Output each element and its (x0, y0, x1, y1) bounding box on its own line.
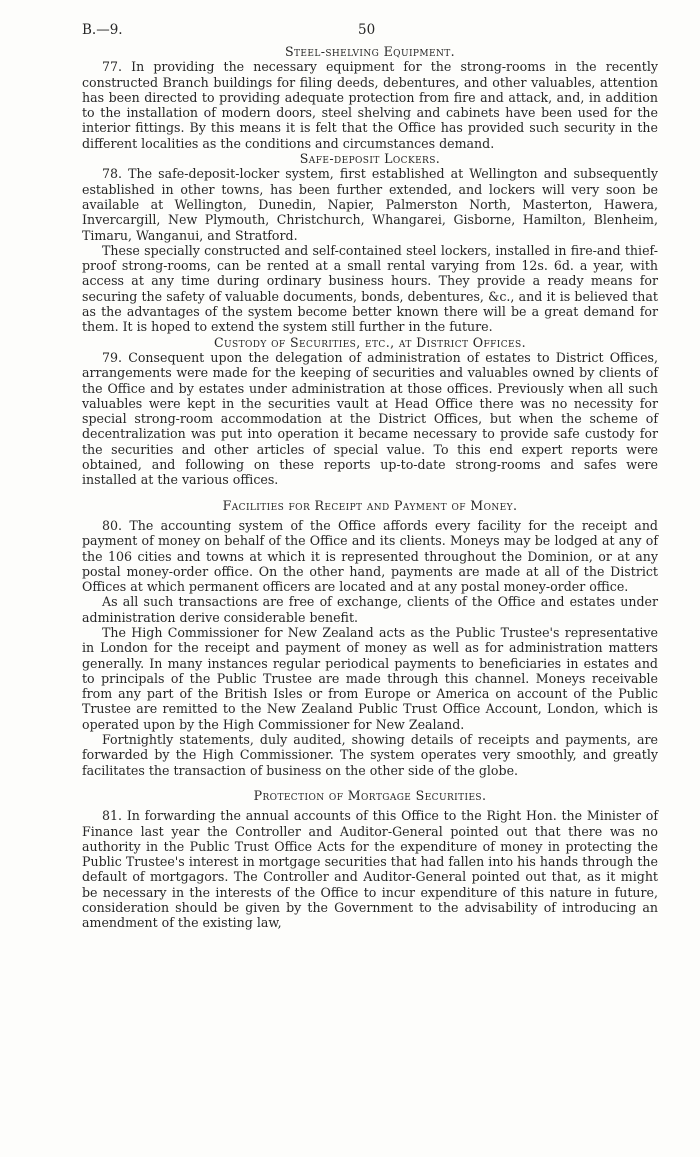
section-safe-deposit-lockers (82, 151, 658, 335)
page-header (82, 22, 658, 42)
paragraph: 80. The accounting system of the Office affords every facility for the receipt and payment of money on behalf of the Office and its clients. Moneys may be lodged at any of the 106 cities and towns at which it is represented throughout the Dominion, or at any postal money-order office. On the other hand, payments are made at all of the District Offices at which permanent officers are located and at any postal money-order office. (82, 517, 658, 595)
paragraph: 81. In forwarding the annual accounts of this Office to the Right Hon. the Minister of Finance last year the Controller and Auditor-General pointed out that there was no authority in the Public Trust Office Acts for the expenditure of money in protecting the Public Trustee's interest in mortgage securities that had fallen into his hands through the default of mortgagors. The Controller and Auditor-General pointed out that, as it might be necessary in the interests of the Office to incur expenditure of this nature in future, consideration should be given by the Government to the advisability of introducing an amendment of the existing law, (82, 808, 658, 931)
spacer (82, 778, 658, 788)
document-body (82, 44, 658, 931)
page-number: 50 (358, 22, 376, 38)
spacer (82, 488, 658, 498)
document-reference: B.—9. (82, 22, 123, 38)
section-custody-of-securities (82, 335, 658, 488)
paragraph: The High Commissioner for New Zealand acts as the Public Trustee's representative in London for the receipt and payment of money as well as for administration matters generally. In many instances regular periodical payments to beneficiaries in estates and to principals of the Public Trustee are made through this channel. Moneys receivable from any part of the British Isles or from Europe or America on account of the Public Trustee are remitted to the New Zealand Public Trust Office Account, London, which is operated upon by the High Commissioner for New Zealand. (82, 624, 658, 732)
section-heading: Custody of Securities, etc., at District Offices. (214, 334, 526, 350)
paragraph: 79. Consequent upon the delegation of administration of estates to District Offices, arrangements were made for the keeping of securities and valuables owned by clients of the Office and by estates under administration at those offices. Previously when all such valuables were kept in the securities vault at Head Office there was no necessity for special strong-room accommodation at the District Offices, but when the scheme of decentralization was put into operation it became necessary to provide safe custody for the securities and other articles of special value. To this end expert reports were obtained, and following on these reports up-to-date strong-rooms and safes were installed at the various offices. (82, 349, 658, 488)
section-heading: Facilities for Receipt and Payment of Money. (222, 497, 518, 513)
paragraph: These specially constructed and self-contained steel lockers, installed in fire-and thief-proof strong-rooms, can be rented at a small rental varying from 12s. 6d. a year, with access at any time during ordinary business hours. They provide a ready means for securing the safety of valuable documents, bonds, debentures, &c., and it is believed that as the advantages of the system become better known there will be a great demand for them. It is hoped to extend the system still further in the future. (82, 242, 658, 335)
section-steel-shelving (82, 44, 658, 151)
paragraph: 77. In providing the necessary equipment for the strong-rooms in the recently constructed Branch buildings for filing deeds, debentures, and other valuables, attention has been directed to providing adequate protection from fire and attack, and, in addition to the installation of modern doors, steel shelving and cabinets have been used for the interior fittings. By this means it is felt that the Office has provided such security in the different localities as the conditions and circumstances demand. (82, 59, 658, 151)
paragraph: Fortnightly statements, duly audited, showing details of receipts and payments, are forwarded by the High Commissioner. The system operates very smoothly, and greatly facilitates the transaction of business on the other side of the globe. (82, 732, 658, 778)
section-heading: Safe-deposit Lockers. (299, 151, 441, 167)
section-heading: Protection of Mortgage Securities. (253, 787, 487, 803)
paragraph: 78. The safe-deposit-locker system, first established at Wellington and subsequently established in other towns, has been further extended, and lockers will very soon be available at Wellington, Dunedin, Napier, Palmerston North, Masterton, Hawera, Invercargill, New Plymouth, Christchurch, Whangarei, Gisborne, Hamilton, Blenheim, Timaru, Wanganui, and Stratford. (82, 166, 658, 243)
paragraph: As all such transactions are free of exchange, clients of the Office and estates under administration derive considerable benefit. (82, 594, 658, 625)
section-heading: Steel-shelving Equipment. (284, 44, 456, 59)
section-facilities-for-payment (82, 498, 658, 778)
section-protection-of-mortgage-securities (82, 788, 658, 931)
